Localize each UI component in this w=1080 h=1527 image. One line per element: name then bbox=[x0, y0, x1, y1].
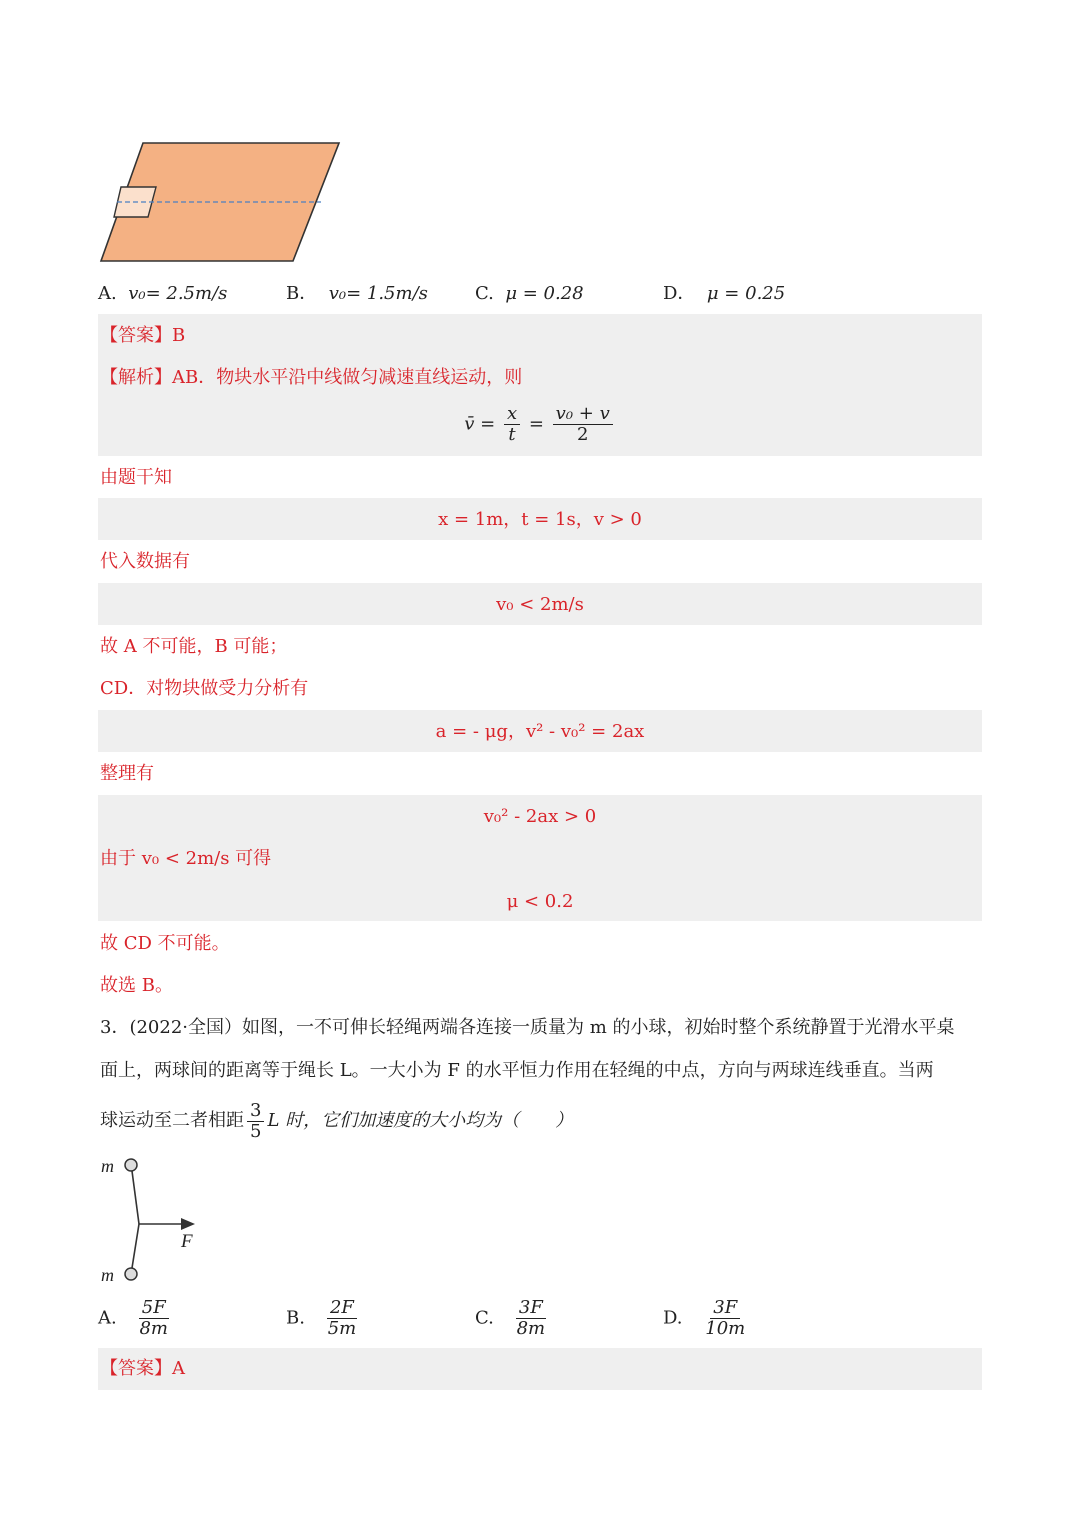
eq6: μ < 0.2 bbox=[506, 891, 574, 912]
q3-line1: 3．(2022·全国）如图，一不可伸长轻绳两端各连接一质量为 m 的小球，初始时整个系统静置于光滑水平桌 bbox=[100, 1017, 955, 1038]
option-letter: C. bbox=[475, 1307, 494, 1329]
eq1 bbox=[98, 404, 982, 445]
fraction-num: 2F bbox=[327, 1298, 357, 1319]
option-letter: D. bbox=[663, 1307, 683, 1329]
option-expr: v₀= 2.5m/s bbox=[128, 283, 228, 304]
q3-fraction-den: 5 bbox=[250, 1120, 262, 1142]
text-conclusion-ab: 故 A 不可能，B 可能； bbox=[100, 636, 288, 657]
option-fraction bbox=[136, 1298, 171, 1339]
option-d bbox=[663, 282, 785, 306]
plate-figure bbox=[95, 135, 355, 270]
option-letter: B. bbox=[286, 1307, 305, 1329]
fraction-num: 3F bbox=[516, 1298, 546, 1319]
eq1-frac1-den: t bbox=[508, 424, 516, 445]
q2-analysis-head: 【解析】AB．物块水平沿中线做匀减速直线运动，则 bbox=[100, 367, 523, 388]
q3-fraction-num: 3 bbox=[247, 1101, 264, 1122]
q3-line3 bbox=[100, 1100, 573, 1142]
eq1-frac1-num: x bbox=[504, 404, 520, 425]
option-letter: D． bbox=[663, 283, 696, 304]
rope-lower bbox=[132, 1224, 139, 1268]
text-rearrange: 整理有 bbox=[100, 763, 154, 784]
q3-fraction bbox=[247, 1101, 264, 1142]
eq1-frac2-den: 2 bbox=[576, 424, 589, 445]
text-given: 由题干知 bbox=[100, 467, 172, 488]
eq1-frac1 bbox=[504, 404, 520, 445]
eq1-equals: = bbox=[528, 413, 544, 435]
option-expr: v₀= 1.5m/s bbox=[328, 283, 428, 304]
option-letter: A. bbox=[98, 1307, 117, 1329]
text-substitute: 代入数据有 bbox=[100, 551, 190, 572]
q3-option-a bbox=[98, 1298, 174, 1339]
mass-bottom-label: m bbox=[101, 1265, 114, 1285]
q3-answer-band bbox=[98, 1348, 982, 1390]
eq1-frac2-num: v₀ + v bbox=[553, 404, 613, 425]
force-label: F bbox=[181, 1231, 193, 1252]
fraction-den: 8m bbox=[516, 1318, 546, 1339]
option-letter: A. bbox=[98, 283, 117, 304]
option-letter: B． bbox=[286, 283, 318, 304]
q3-line3-end: L 时，它们加速度的大小均为（ ） bbox=[267, 1110, 574, 1131]
text-choose: 故选 B。 bbox=[100, 975, 173, 996]
q3-option-c bbox=[475, 1298, 551, 1339]
q3-answer: 【答案】A bbox=[100, 1358, 185, 1379]
q3-line2: 面上，两球间的距离等于绳长 L。一大小为 F 的水平恒力作用在轻绳的中点，方向与两球连线垂直。当两 bbox=[100, 1060, 934, 1081]
text-since: 由于 v₀ < 2m/s 可得 bbox=[100, 848, 272, 869]
text-conclusion-cd: 故 CD 不可能。 bbox=[100, 933, 230, 954]
fraction-den: 8m bbox=[139, 1318, 168, 1339]
option-fraction bbox=[514, 1298, 549, 1339]
q3-option-d bbox=[663, 1298, 751, 1339]
q3-option-b bbox=[286, 1298, 362, 1339]
q2-answer: 【答案】B bbox=[100, 325, 186, 346]
eq2: x = 1m，t = 1s，v > 0 bbox=[438, 509, 642, 530]
option-letter: C. bbox=[475, 283, 494, 304]
rope-figure bbox=[95, 1150, 210, 1285]
ball-top bbox=[125, 1159, 137, 1171]
fraction-num: 5F bbox=[139, 1298, 169, 1319]
eq4: a = - μg，v² - v₀² = 2ax bbox=[435, 721, 645, 742]
eq5: v₀² - 2ax > 0 bbox=[483, 806, 597, 827]
option-c bbox=[475, 282, 584, 306]
option-expr: μ = 0.28 bbox=[505, 283, 584, 304]
eq3: v₀ < 2m/s bbox=[496, 594, 584, 615]
rope-upper bbox=[132, 1171, 139, 1224]
fraction-den: 10m bbox=[705, 1318, 746, 1339]
option-fraction bbox=[702, 1298, 748, 1339]
option-expr: μ = 0.25 bbox=[706, 283, 786, 304]
fraction-num: 3F bbox=[710, 1298, 740, 1319]
option-a bbox=[98, 282, 227, 306]
force-arrow-head bbox=[181, 1218, 195, 1230]
eq1-frac2 bbox=[553, 404, 613, 445]
eq1-lhs: v̄ = bbox=[464, 413, 496, 435]
option-b bbox=[286, 282, 428, 306]
ball-bottom bbox=[125, 1268, 137, 1280]
q3-line3-start: 球运动至二者相距 bbox=[100, 1110, 244, 1131]
text-cd-analysis: CD．对物块做受力分析有 bbox=[100, 678, 309, 699]
mass-top-label: m bbox=[101, 1156, 114, 1176]
fraction-den: 5m bbox=[327, 1318, 357, 1339]
option-fraction bbox=[325, 1298, 360, 1339]
